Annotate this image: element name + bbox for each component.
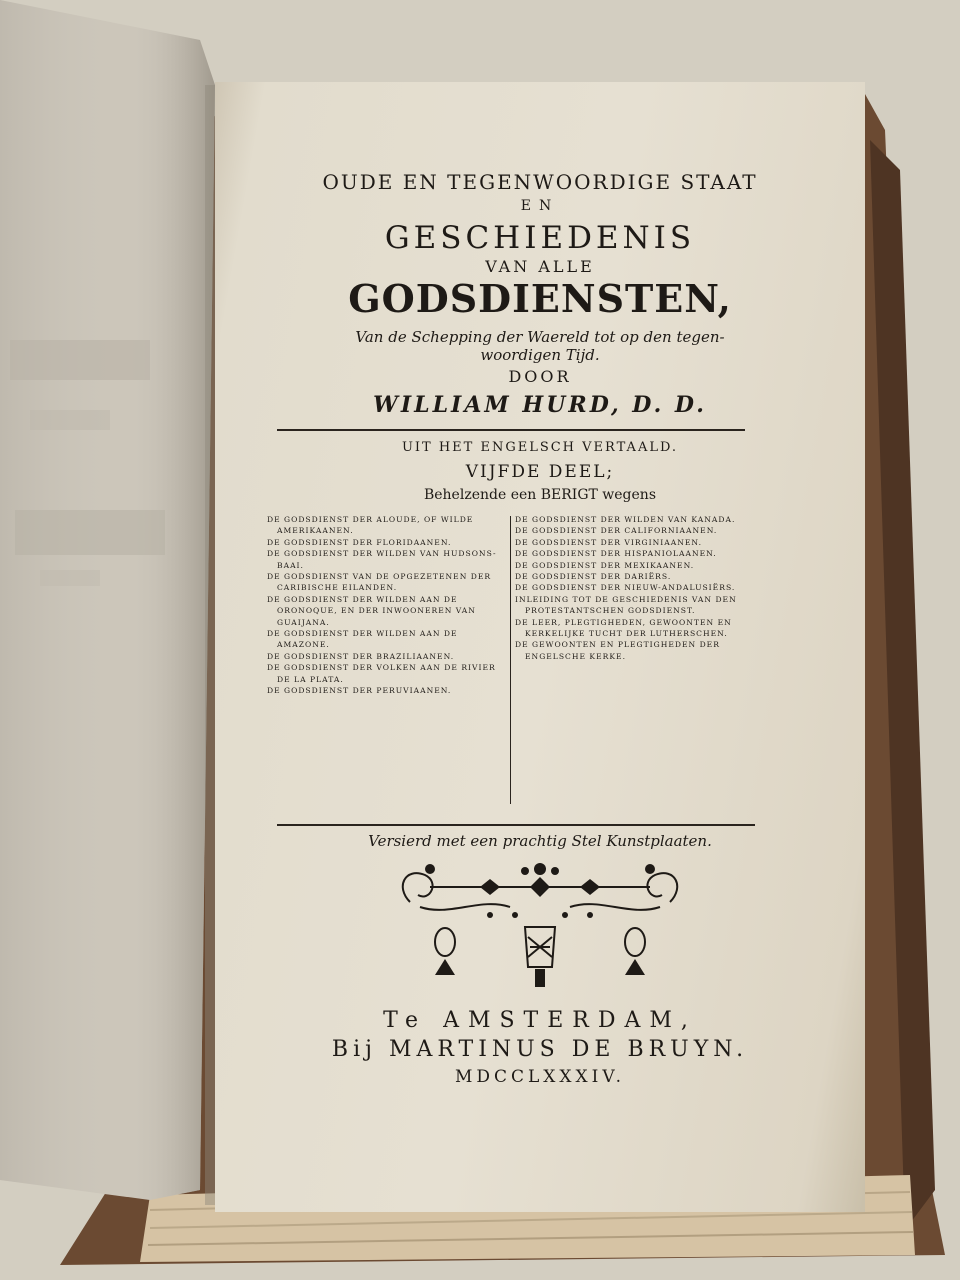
author-line: WILLIAM HURD, D. D. bbox=[373, 392, 707, 418]
contents-item: INLEIDING TOT DE GESCHIEDENIS VAN DEN PROTESTANTSCHEN GODSDIENST. bbox=[515, 594, 737, 616]
contents-intro: Behelzende een BERIGT wegens bbox=[423, 487, 657, 503]
contents-item: DE GODSDIENST DER VOLKEN AAN DE RIVIER DE LA PLATA. bbox=[267, 663, 496, 684]
contents-item: DE GODSDIENST DER WILDEN AAN DE ORONOQUE, EN DER INWOONEREN VAN GUAIJANA. bbox=[267, 594, 476, 627]
title-line-3: GESCHIEDENIS bbox=[384, 220, 696, 256]
contents-item: DE GODSDIENST DER CALIFORNIAANEN. bbox=[515, 526, 718, 536]
contents-item: DE GODSDIENST VAN DE OPGEZETENEN DER CARIBISCHE EILANDEN. bbox=[267, 572, 492, 593]
contents-item: DE LEER, PLEGTIGHEDEN, GEWOONTEN EN KERKELIJKE TUCHT DER LUTHERSCHEN. bbox=[515, 617, 732, 639]
contents-item: DE GODSDIENST DER WILDEN VAN HUDSONS-BAAI. bbox=[267, 549, 497, 570]
printers-ornament bbox=[390, 857, 690, 1007]
translated-line: UIT HET ENGELSCH VERTAALD. bbox=[401, 440, 679, 455]
contents-item: DE GODSDIENST DER ALOUDE, OF WILDE AMERIKAANEN. bbox=[267, 515, 474, 536]
contents-item: DE GODSDIENST DER DARIËRS. bbox=[515, 572, 672, 582]
contents-item: DE GODSDIENST DER PERUVIAANEN. bbox=[267, 686, 452, 696]
contents-item: DE GEWOONTEN EN PLEGTIGHEDEN DER ENGELSCHE KERKE. bbox=[515, 640, 720, 661]
door-line: DOOR bbox=[508, 367, 572, 386]
volume-line: VIJFDE DEEL; bbox=[465, 462, 615, 482]
contents-item: DE GODSDIENST DER BRAZILIAANEN. bbox=[267, 651, 455, 661]
title-line-1: OUDE EN TEGENWOORDIGE STAAT bbox=[322, 170, 758, 194]
contents-item: DE GODSDIENST DER MEXIKAANEN. bbox=[515, 560, 695, 570]
contents-item: DE GODSDIENST DER VIRGINIAANEN. bbox=[515, 537, 702, 547]
subtitle-line-2: woordigen Tijd. bbox=[480, 346, 600, 364]
contents-item: DE GODSDIENST DER NIEUW-ANDALUSIËRS. bbox=[515, 583, 736, 593]
place-line: Te AMSTERDAM, bbox=[383, 1008, 697, 1033]
plates-line: Versierd met een prachtig Stel Kunstplaaten. bbox=[368, 832, 712, 850]
title-line-5: GODSDIENSTEN, bbox=[348, 276, 732, 321]
title-rule bbox=[277, 429, 745, 431]
publisher-line: Bij MARTINUS DE BRUYN. bbox=[331, 1037, 749, 1062]
title-page bbox=[215, 82, 865, 1212]
plates-rule bbox=[277, 824, 755, 826]
contents-columns bbox=[267, 514, 807, 814]
contents-right-column bbox=[515, 514, 757, 662]
title-line-4: VAN ALLE bbox=[485, 257, 595, 276]
contents-left-column bbox=[267, 514, 509, 697]
contents-item: DE GODSDIENST DER WILDEN VAN KANADA. bbox=[515, 515, 736, 524]
contents-item: DE GODSDIENST DER FLORIDAANEN. bbox=[267, 537, 452, 547]
subtitle-line-1: Van de Schepping der Waereld tot op den tegen- bbox=[355, 328, 725, 346]
column-divider bbox=[510, 516, 511, 804]
title-line-2: EN bbox=[520, 198, 560, 214]
contents-item: DE GODSDIENST DER WILDEN AAN DE AMAZONE. bbox=[267, 629, 458, 650]
year-line: MDCCLXXXIV. bbox=[454, 1067, 626, 1087]
contents-item: DE GODSDIENST DER HISPANIOLAANEN. bbox=[515, 549, 717, 559]
